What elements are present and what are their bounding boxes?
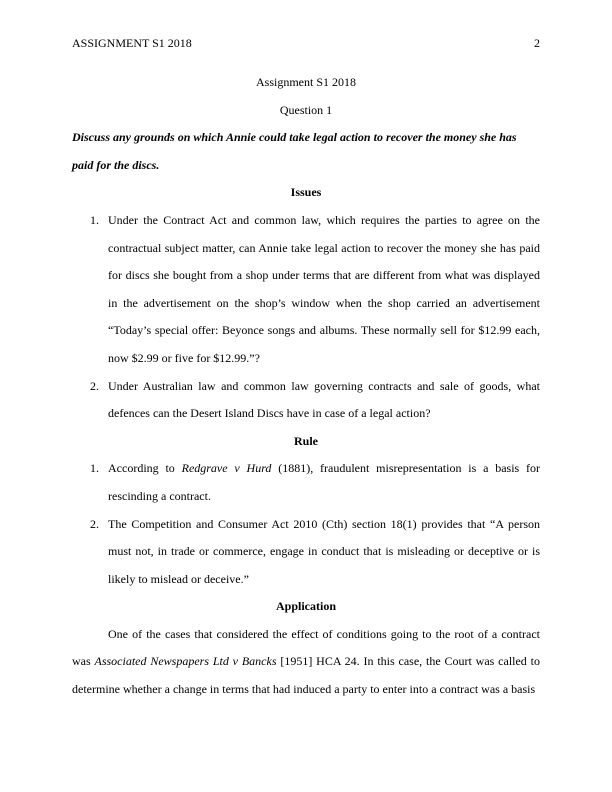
list-item-text: Under the Contract Act and common law, which requires the parties to agree on the contractual subject matter, can Annie take legal action to recover the money she has paid for discs she bought from a shop under terms that are different from what was displayed in the advertisement on the shop’s window when the shop carried an advertisement “Today’s special offer: Beyonce songs and albums. These normally sell for $12.99 each, now $2.99 or five for $12.99.”?: [108, 212, 540, 365]
list-number: 2.: [90, 378, 99, 393]
list-item-text: Under Australian law and common law governing contracts and sale of goods, what defences can the Desert Island Discs have in case of a legal action?: [108, 378, 540, 421]
issues-heading: Issues: [290, 185, 322, 200]
list-number: 1.: [90, 212, 99, 227]
application-paragraph: [72, 621, 540, 704]
list-item-text: The Competition and Consumer Act 2010 (Cth) section 18(1) provides that “A person must not, in trade or commerce, engage in conduct that is misleading or deceptive or is likely to mislead or deceive.”: [108, 516, 540, 586]
question-label: Question 1: [279, 102, 333, 117]
issues-list: [72, 207, 540, 428]
document-title: Assignment S1 2018: [255, 75, 356, 89]
case-citation: Redgrave v Hurd: [181, 461, 272, 476]
running-head: ASSIGNMENT S1 2018: [72, 36, 192, 50]
document-body: [72, 69, 540, 704]
list-item: [72, 373, 540, 428]
list-item: [72, 207, 540, 373]
list-item-text-suffix: (1881), fraudulent misrepresentation is a basis for rescinding a contract.: [108, 461, 541, 503]
rule-list: [72, 455, 540, 593]
list-number: 2.: [90, 516, 99, 531]
case-citation: Associated Newspapers Ltd v Bancks: [94, 654, 277, 669]
question-prompt: Discuss any grounds on which Annie could take legal action to recover the money she has paid for the discs.: [72, 130, 517, 172]
list-item: [72, 455, 540, 510]
application-heading: Application: [275, 599, 336, 614]
page-number: 2: [534, 36, 540, 50]
list-item-text-prefix: According to: [108, 461, 182, 476]
paragraph-text-prefix: One of the cases that considered the effect of conditions going to the root of a contract was: [72, 626, 540, 669]
rule-heading: Rule: [294, 433, 318, 448]
list-number: 1.: [90, 461, 99, 476]
paragraph-text-suffix: [1951] HCA 24. In this case, the Court was called to determine whether a change in terms that had induced a party to enter into a contract was a basis: [72, 654, 540, 697]
list-item: [72, 511, 540, 594]
